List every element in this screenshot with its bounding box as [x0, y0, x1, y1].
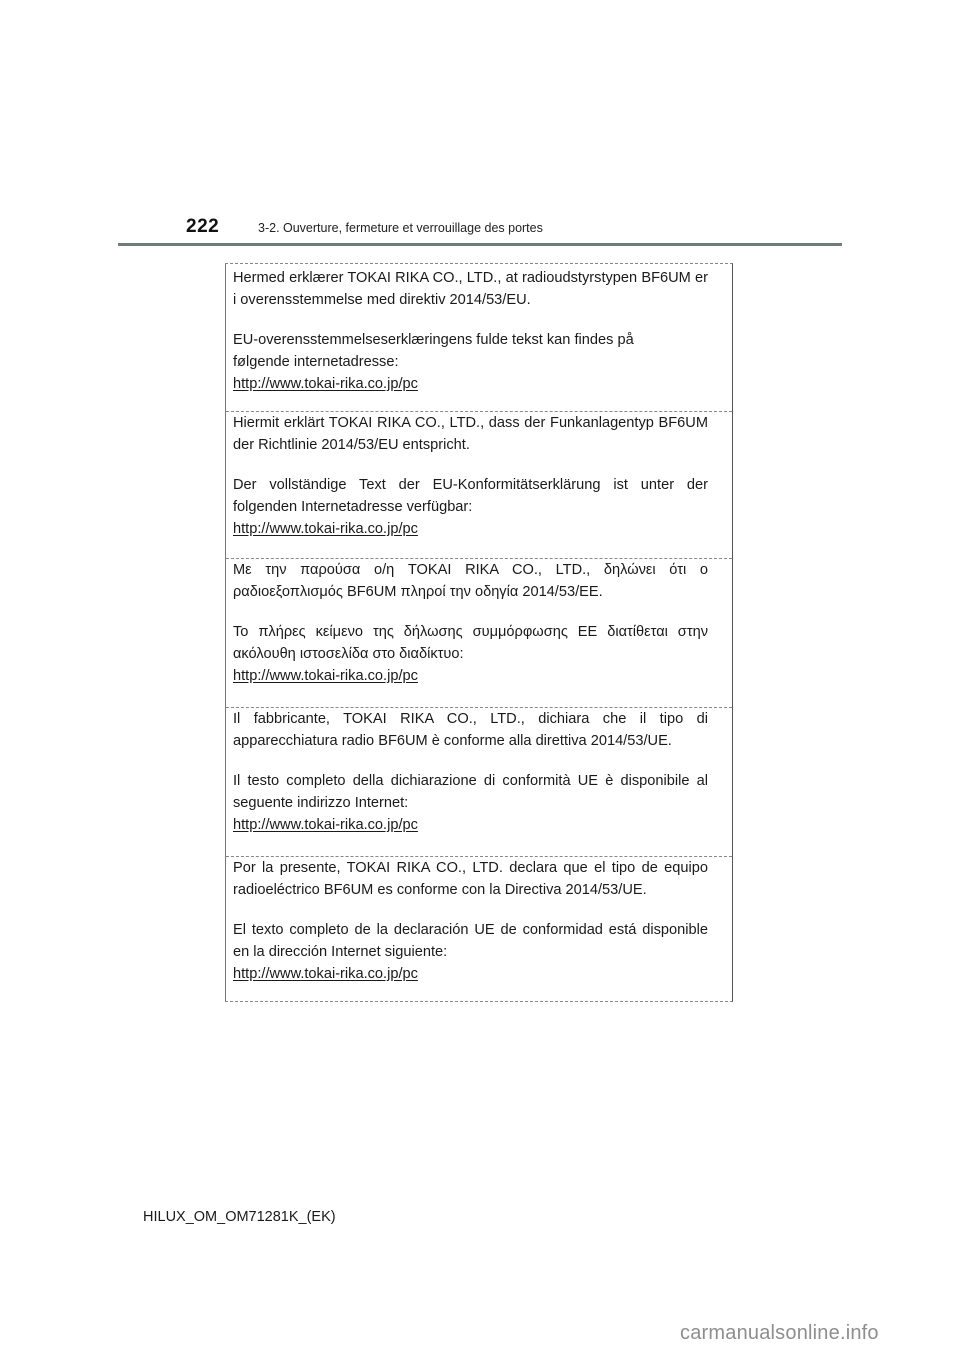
declaration-url-link[interactable]: http://www.tokai-rika.co.jp/pc	[233, 668, 418, 684]
declaration-url-link[interactable]: http://www.tokai-rika.co.jp/pc	[233, 521, 418, 537]
declaration-url-link[interactable]: http://www.tokai-rika.co.jp/pc	[233, 376, 418, 392]
declaration-url-link[interactable]: http://www.tokai-rika.co.jp/pc	[233, 966, 418, 982]
document-code: HILUX_OM_OM71281K_(EK)	[143, 1209, 336, 1225]
declaration-availability: Der vollständige Text der EU-Konformitätserklärung ist unter der folgenden Internetadresse verfügbar:	[233, 477, 708, 515]
header-divider	[118, 243, 842, 246]
declaration-availability: Il testo completo della dichiarazione di conformità UE è disponibile al seguente indirizzo Internet:	[233, 773, 708, 811]
declaration-statement: Por la presente, TOKAI RIKA CO., LTD. declara que el tipo de equipo radioeléctrico BF6UM es conforme con la Directiva 2014/53/UE.	[233, 860, 708, 898]
section-title: 3-2. Ouverture, fermeture et verrouillage des portes	[258, 221, 543, 235]
declaration-availability: El texto completo de la declaración UE de conformidad está disponible en la dirección Internet siguiente:	[233, 922, 708, 960]
declarations-box	[225, 263, 733, 1002]
declaration-statement: Με την παρούσα ο/η TOKAI RIKA CO., LTD., δηλώνει ότι ο ραδιοεξοπλισμός BF6UM πληροί την οδηγία 2014/53/ΕΕ.	[233, 562, 708, 600]
declaration-availability: Το πλήρες κείμενο της δήλωσης συμμόρφωσης ΕΕ διατίθεται στην ακόλουθη ιστοσελίδα στο διαδίκτυο:	[233, 624, 708, 662]
declaration-german	[226, 411, 732, 540]
page-number: 222	[186, 216, 220, 237]
declaration-availability-line2: følgende internetadresse:	[233, 354, 399, 370]
declaration-greek	[226, 558, 732, 687]
declaration-italian	[226, 707, 732, 836]
declaration-statement: Hermed erklærer TOKAI RIKA CO., LTD., at radioudstyrstypen BF6UM er i overensstemmelse med direktiv 2014/53/EU.	[233, 270, 708, 308]
declaration-statement: Hiermit erklärt TOKAI RIKA CO., LTD., dass der Funkanlagentyp BF6UM der Richtlinie 2014/53/EU entspricht.	[233, 415, 708, 453]
declaration-url-link[interactable]: http://www.tokai-rika.co.jp/pc	[233, 817, 418, 833]
watermark: carmanualsonline.info	[680, 1322, 879, 1344]
declaration-spanish	[226, 856, 732, 985]
declaration-availability-line1: EU-overensstemmelseserklæringens fulde tekst kan findes på	[233, 332, 634, 348]
declaration-danish	[226, 267, 732, 395]
declaration-statement: Il fabbricante, TOKAI RIKA CO., LTD., dichiara che il tipo di apparecchiatura radio BF6UM è conforme alla direttiva 2014/53/UE.	[233, 711, 708, 749]
